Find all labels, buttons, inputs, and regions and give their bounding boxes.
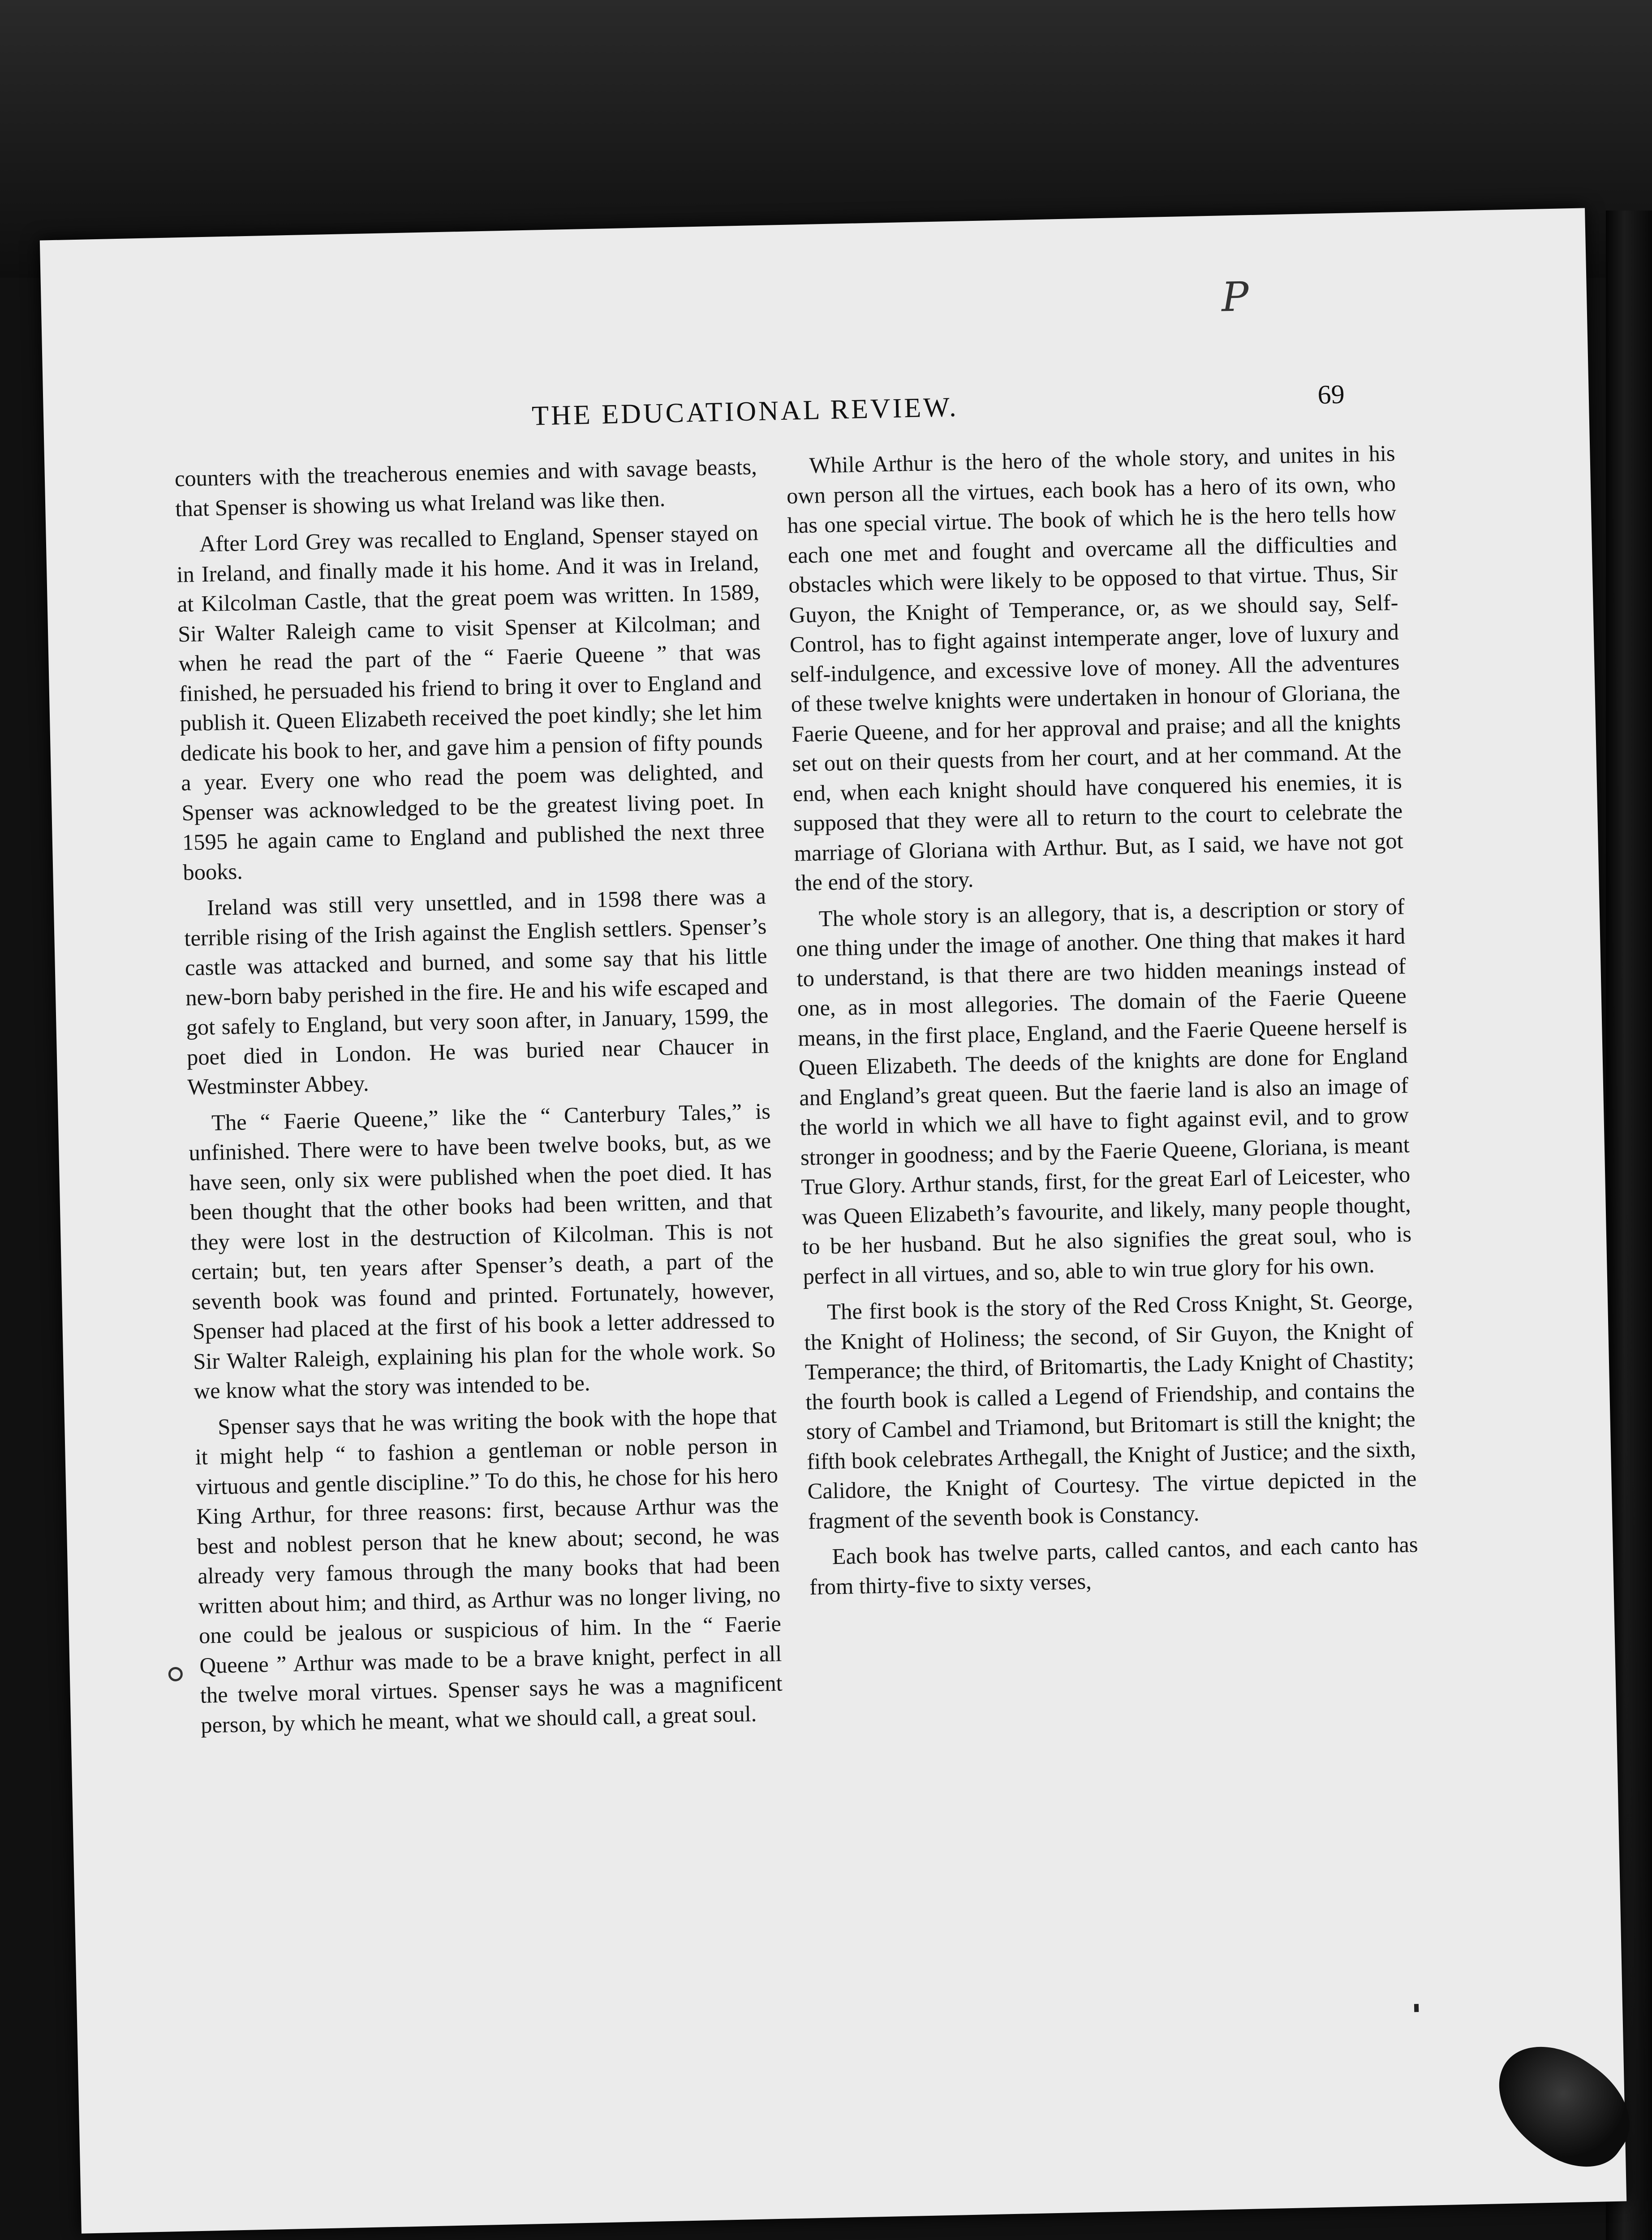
stray-ink-mark bbox=[1414, 2004, 1419, 2012]
pencil-mark: P bbox=[1221, 273, 1249, 321]
paragraph: While Arthur is the hero of the whole story, and unites in his own person all the virtues, each book has a hero of its own, who has one special virtue. The book of which he is the hero tells how each one met and fought and overcame all the difficulties and obstacles which were likely to be opposed to that virtue. Thus, Sir Guyon, the Knight of Temperance, or, as we should say, Self-Control, has to fight against intemperate anger, love of luxury and self-indulgence, and excessive love of money. All the adventures of these twelve knights were undertaken in honour of Gloriana, the Faerie Queene, and for her approval and praise; and all the knights set out on their quests from her court, and at her command. At the end, when each knight should have conquered his enemies, it is supposed that they were all to return to the court to celebrate the marriage of Gloriana with Arthur. But, as I said, we have not got the end of the story. bbox=[786, 440, 1404, 896]
paragraph: Each book has twelve parts, called cantos, and each canto has from thirty-five to sixty verses, bbox=[809, 1531, 1418, 1599]
paragraph: Ireland was still very unsettled, and in 1598 there was a terrible rising of the Irish against the English settlers. Spenser’s castle was attacked and burned, and some say that his little new-born baby perished in the fire. He and his wife escaped and got safely to England, but very soon after, in January, 1599, the poet died in London. He was buried near Chaucer in Westminster Abbey. bbox=[184, 883, 770, 1100]
paragraph: After Lord Grey was recalled to England, Spenser stayed on in Ireland, and finally made it his home. And it was in Ireland, at Kilcolman Castle, that the great poem was written. In 1589, Sir Walter Raleigh came to visit Spenser at Kilcolman; and when he read the part of the “ Faerie Queene ” that was finished, he persuaded his friend to bring it over to England and publish it. Queen Elizabeth received the poet kindly; she let him dedicate his book to her, and gave him a pension of fifty pounds a year. Every one who read the poem was delighted, and Spenser was acknowledged to be the greatest living poet. In 1595 he again came to England and published the next three books. bbox=[176, 520, 765, 885]
book-page bbox=[40, 208, 1626, 2233]
page-number: 69 bbox=[1317, 379, 1345, 409]
paragraph: The first book is the story of the Red Cross Knight, St. George, the Knight of Holiness; the second, of Sir Guyon, the Knight of Temperance; the third, of Britomartis, the Lady Knight of Chastity; the fourth book is called a Legend of Friendship, and contains the story of Cambel and Triamond, but Britomart is still the knight; the fifth book celebrates Arthegall, the Knight of Justice; and the sixth, Calidore, the Knight of Courtesy. The virtue depicted in the fragment of the seventh book is Constancy. bbox=[804, 1287, 1417, 1534]
stray-ring-mark-icon bbox=[168, 1667, 183, 1682]
right-column bbox=[786, 438, 1419, 1608]
paragraph: counters with the treacherous enemies and with savage beasts, that Spenser is showing us what Ireland was like then. bbox=[174, 454, 757, 521]
paragraph: The “ Faerie Queene,” like the “ Canterbury Tales,” is unfinished. There were to have been twelve books, but, as we have seen, only six were published when the poet died. It has been thought that the other books had been written, and that they were lost in the destruction of Kilcolman. This is not certain; but, ten years after Spenser’s death, a part of the seventh book was found and printed. Fortunately, however, Spenser had placed at the first of his book a letter addressed to Sir Walter Raleigh, explaining his plan for the whole work. So we know what the story was intended to be. bbox=[188, 1098, 776, 1404]
running-title: THE EDUCATIONAL REVIEW. bbox=[531, 392, 959, 431]
left-column bbox=[174, 452, 783, 1746]
paragraph: Spenser says that he was writing the book with the hope that it might help “ to fashion a gentleman or noble person in virtuous and gentle discipline.” To do this, he chose for his hero King Arthur, for three reasons: first, because Arthur was the best and noblest person that he knew about; second, he was already very famous through the many books that had been written about him; and third, as Arthur was no longer living, no one could be jealous or suspicious of him. In the “ Faerie Queene ” Arthur was made to be a brave knight, perfect in all the twelve moral virtues. Spenser says he was a magnificent person, by which he meant, what we should call, a great soul. bbox=[195, 1402, 783, 1738]
paragraph: The whole story is an allegory, that is, a description or story of one thing under the image of another. One thing that makes it hard to understand, is that there are two hidden meanings instead of one, as in most allegories. The domain of the Faerie Queene means, in the first place, England, and the Faerie Queene herself is Queen Elizabeth. The deeds of the knights are done for England and England’s great queen. But the faerie land is also an image of the world in which we all have to fight against evil, and to grow stronger in goodness; and by the Faerie Queene, Gloriana, is meant True Glory. Arthur stands, first, for the great Earl of Leicester, who was Queen Elizabeth’s favourite, and likely, many people thought, to be her husband. But he also signifies the great soul, who is perfect in all virtues, and so, able to win true glory for his own. bbox=[796, 893, 1412, 1289]
